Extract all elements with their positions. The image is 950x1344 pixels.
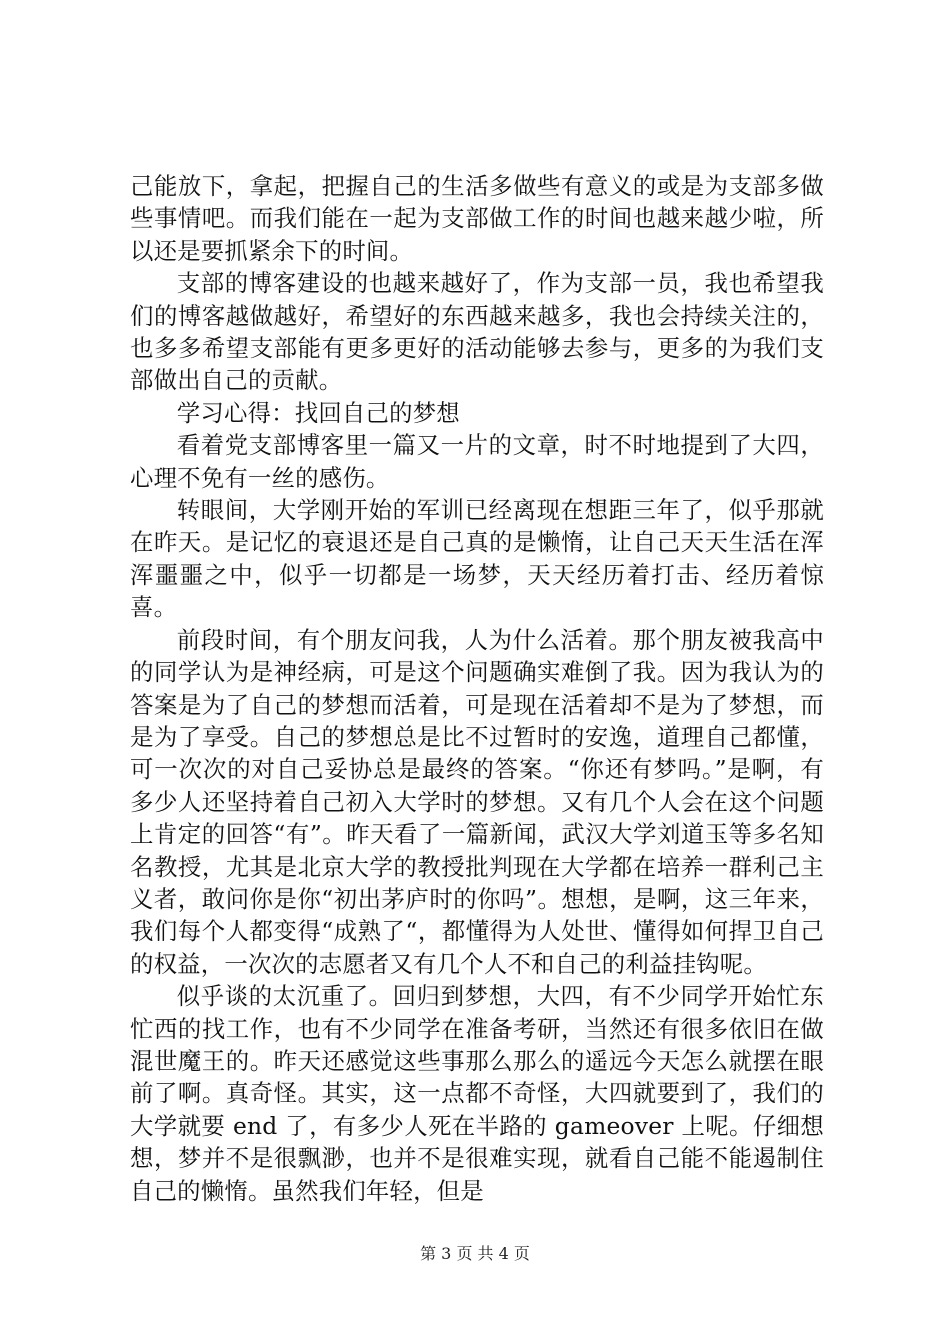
paragraph-4: 转眼间，大学刚开始的军训已经离现在想距三年了，似乎那就在昨天。是记忆的衰退还是自己真的是懒惰，让自己天天生活在浑浑噩噩之中，似乎一切都是一场梦，天天经历着打击、经历着惊喜。 (130, 496, 824, 622)
paragraph-1: 己能放下，拿起，把握自己的生活多做些有意义的或是为支部多做些事情吧。而我们能在一起为支部做工作的时间也越来越少啦，所以还是要抓紧余下的时间。 (130, 172, 824, 265)
paragraph-3: 看着党支部博客里一篇又一片的文章，时不时地提到了大四，心理不免有一丝的感伤。 (130, 431, 824, 492)
paragraph-6: 似乎谈的太沉重了。回归到梦想，大四，有不少同学开始忙东忙西的找工作，也有不少同学在准备考研，当然还有很多依旧在做混世魔王的。昨天还感觉这些事那么那么的遥远今天怎么就摆在眼前了啊。真奇怪。其实，这一点都不奇怪，大四就要到了，我们的大学就要 end 了，有多少人死在半路的 gameover 上呢。仔细想想，梦并不是很飘渺，也并不是很难实现，就看自己能不能遏制住自己的懒惰。虽然我们年轻，但是 (130, 982, 824, 1205)
paragraph-5: 前段时间，有个朋友问我，人为什么活着。那个朋友被我高中的同学认为是神经病，可是这个问题确实难倒了我。因为我认为的答案是为了自己的梦想而活着，可是现在活着却不是为了梦想，而是为了享受。自己的梦想总是比不过暂时的安逸，道理自己都懂，可一次次的对自己妥协总是最终的答案。“你还有梦吗。”是啊，有多少人还坚持着自己初入大学时的梦想。又有几个人会在这个问题上肯定的回答“有”。昨天看了一篇新闻，武汉大学刘道玉等多名知名教授，尤其是北京大学的教授批判现在大学都在培养一群利己主义者，敢问你是你“初出茅庐时的你吗”。想想，是啊，这三年来，我们每个人都变得“成熟了“，都懂得为人处世、懂得如何捍卫自己的权益，一次次的志愿者又有几个人不和自己的利益挂钩呢。 (130, 625, 824, 978)
section-heading: 学习心得：找回自己的梦想 (176, 398, 460, 427)
document-body (130, 170, 824, 1207)
page-footer: 第 3 页 共 4 页 (420, 1244, 530, 1263)
paragraph-2: 支部的博客建设的也越来越好了，作为支部一员，我也希望我们的博客越做越好，希望好的东西越来越多，我也会持续关注的，也多多希望支部能有更多更好的活动能够去参与，更多的为我们支部做出自己的贡献。 (130, 269, 824, 395)
